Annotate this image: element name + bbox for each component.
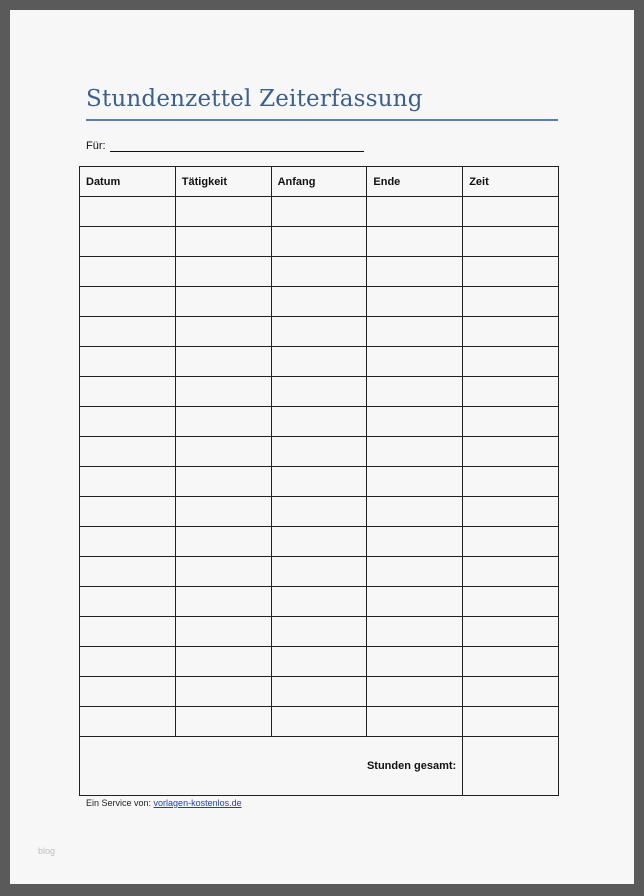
footer-service-note: [86, 798, 242, 808]
cell-anfang[interactable]: [271, 647, 367, 677]
cell-anfang[interactable]: [271, 287, 367, 317]
cell-taetigkeit[interactable]: [175, 347, 271, 377]
cell-datum[interactable]: [80, 257, 176, 287]
total-row: [80, 737, 559, 796]
cell-anfang[interactable]: [271, 197, 367, 227]
footer-link[interactable]: vorlagen-kostenlos.de: [153, 798, 242, 808]
cell-datum[interactable]: [80, 287, 176, 317]
table-row: [80, 407, 559, 437]
cell-anfang[interactable]: [271, 527, 367, 557]
table-row: [80, 437, 559, 467]
cell-taetigkeit[interactable]: [175, 287, 271, 317]
cell-anfang[interactable]: [271, 557, 367, 587]
cell-ende[interactable]: [367, 527, 463, 557]
table-row: [80, 617, 559, 647]
cell-zeit[interactable]: [463, 257, 559, 287]
table-row: [80, 257, 559, 287]
fuer-blank-line: [110, 151, 364, 152]
cell-taetigkeit[interactable]: [175, 437, 271, 467]
cell-datum[interactable]: [80, 677, 176, 707]
column-header-taetigkeit: Tätigkeit: [175, 167, 271, 197]
document-title: Stundenzettel Zeiterfassung: [86, 86, 423, 112]
cell-ende[interactable]: [367, 587, 463, 617]
cell-datum[interactable]: [80, 197, 176, 227]
cell-zeit[interactable]: [463, 617, 559, 647]
cell-ende[interactable]: [367, 317, 463, 347]
table-row: [80, 497, 559, 527]
table-header-row: [80, 167, 559, 197]
cell-taetigkeit[interactable]: [175, 617, 271, 647]
cell-zeit[interactable]: [463, 197, 559, 227]
cell-taetigkeit[interactable]: [175, 677, 271, 707]
cell-zeit[interactable]: [463, 287, 559, 317]
table-body: [80, 197, 559, 796]
cell-zeit[interactable]: [463, 227, 559, 257]
column-header-zeit: Zeit: [463, 167, 559, 197]
table-row: [80, 377, 559, 407]
column-header-ende: Ende: [367, 167, 463, 197]
cell-taetigkeit[interactable]: [175, 497, 271, 527]
total-hours-label: Stunden gesamt:: [80, 737, 463, 796]
cell-zeit[interactable]: [463, 377, 559, 407]
table-row: [80, 647, 559, 677]
cell-ende[interactable]: [367, 287, 463, 317]
table-row: [80, 467, 559, 497]
cell-taetigkeit[interactable]: [175, 377, 271, 407]
cell-ende[interactable]: [367, 497, 463, 527]
cell-anfang[interactable]: [271, 317, 367, 347]
cell-anfang[interactable]: [271, 617, 367, 647]
cell-datum[interactable]: [80, 347, 176, 377]
cell-ende[interactable]: [367, 647, 463, 677]
cell-datum[interactable]: [80, 707, 176, 737]
cell-zeit[interactable]: [463, 647, 559, 677]
cell-ende[interactable]: [367, 257, 463, 287]
cell-ende[interactable]: [367, 677, 463, 707]
column-header-datum: Datum: [80, 167, 176, 197]
cell-datum[interactable]: [80, 527, 176, 557]
cell-ende[interactable]: [367, 407, 463, 437]
table-row: [80, 707, 559, 737]
cell-datum[interactable]: [80, 377, 176, 407]
document-page: [10, 10, 634, 884]
cell-taetigkeit[interactable]: [175, 557, 271, 587]
table-row: [80, 227, 559, 257]
cell-taetigkeit[interactable]: [175, 647, 271, 677]
timesheet-table: [79, 166, 559, 796]
cell-datum[interactable]: [80, 407, 176, 437]
table-row: [80, 317, 559, 347]
cell-taetigkeit[interactable]: [175, 317, 271, 347]
cell-taetigkeit[interactable]: [175, 197, 271, 227]
cell-datum[interactable]: [80, 587, 176, 617]
cell-anfang[interactable]: [271, 467, 367, 497]
watermark-text: blog: [38, 846, 56, 856]
cell-ende[interactable]: [367, 617, 463, 647]
cell-ende[interactable]: [367, 557, 463, 587]
total-hours-cell[interactable]: [463, 737, 559, 796]
cell-anfang[interactable]: [271, 677, 367, 707]
cell-datum[interactable]: [80, 557, 176, 587]
cell-datum[interactable]: [80, 647, 176, 677]
cell-zeit[interactable]: [463, 347, 559, 377]
cell-zeit[interactable]: [463, 317, 559, 347]
cell-anfang[interactable]: [271, 257, 367, 287]
cell-zeit[interactable]: [463, 557, 559, 587]
cell-zeit[interactable]: [463, 467, 559, 497]
cell-taetigkeit[interactable]: [175, 227, 271, 257]
cell-taetigkeit[interactable]: [175, 407, 271, 437]
cell-anfang[interactable]: [271, 707, 367, 737]
cell-taetigkeit[interactable]: [175, 257, 271, 287]
cell-anfang[interactable]: [271, 227, 367, 257]
table-row: [80, 557, 559, 587]
cell-zeit[interactable]: [463, 407, 559, 437]
cell-ende[interactable]: [367, 707, 463, 737]
title-underline: [86, 119, 558, 121]
cell-anfang[interactable]: [271, 407, 367, 437]
cell-ende[interactable]: [367, 347, 463, 377]
fuer-label: Für:: [86, 140, 106, 152]
cell-datum[interactable]: [80, 497, 176, 527]
cell-ende[interactable]: [367, 437, 463, 467]
cell-anfang[interactable]: [271, 497, 367, 527]
cell-anfang[interactable]: [271, 377, 367, 407]
cell-anfang[interactable]: [271, 587, 367, 617]
table-row: [80, 197, 559, 227]
cell-taetigkeit[interactable]: [175, 707, 271, 737]
cell-zeit[interactable]: [463, 437, 559, 467]
cell-taetigkeit[interactable]: [175, 467, 271, 497]
table-row: [80, 347, 559, 377]
cell-zeit[interactable]: [463, 497, 559, 527]
cell-datum[interactable]: [80, 227, 176, 257]
cell-taetigkeit[interactable]: [175, 527, 271, 557]
cell-taetigkeit[interactable]: [175, 587, 271, 617]
cell-zeit[interactable]: [463, 677, 559, 707]
cell-ende[interactable]: [367, 377, 463, 407]
table-row: [80, 587, 559, 617]
cell-datum[interactable]: [80, 617, 176, 647]
cell-datum[interactable]: [80, 317, 176, 347]
cell-zeit[interactable]: [463, 587, 559, 617]
cell-anfang[interactable]: [271, 347, 367, 377]
table-row: [80, 677, 559, 707]
footer-prefix: Ein Service von:: [86, 798, 152, 808]
cell-ende[interactable]: [367, 197, 463, 227]
cell-zeit[interactable]: [463, 527, 559, 557]
cell-anfang[interactable]: [271, 437, 367, 467]
table-row: [80, 527, 559, 557]
cell-datum[interactable]: [80, 437, 176, 467]
cell-ende[interactable]: [367, 467, 463, 497]
cell-ende[interactable]: [367, 227, 463, 257]
cell-zeit[interactable]: [463, 707, 559, 737]
table-row: [80, 287, 559, 317]
cell-datum[interactable]: [80, 467, 176, 497]
column-header-anfang: Anfang: [271, 167, 367, 197]
